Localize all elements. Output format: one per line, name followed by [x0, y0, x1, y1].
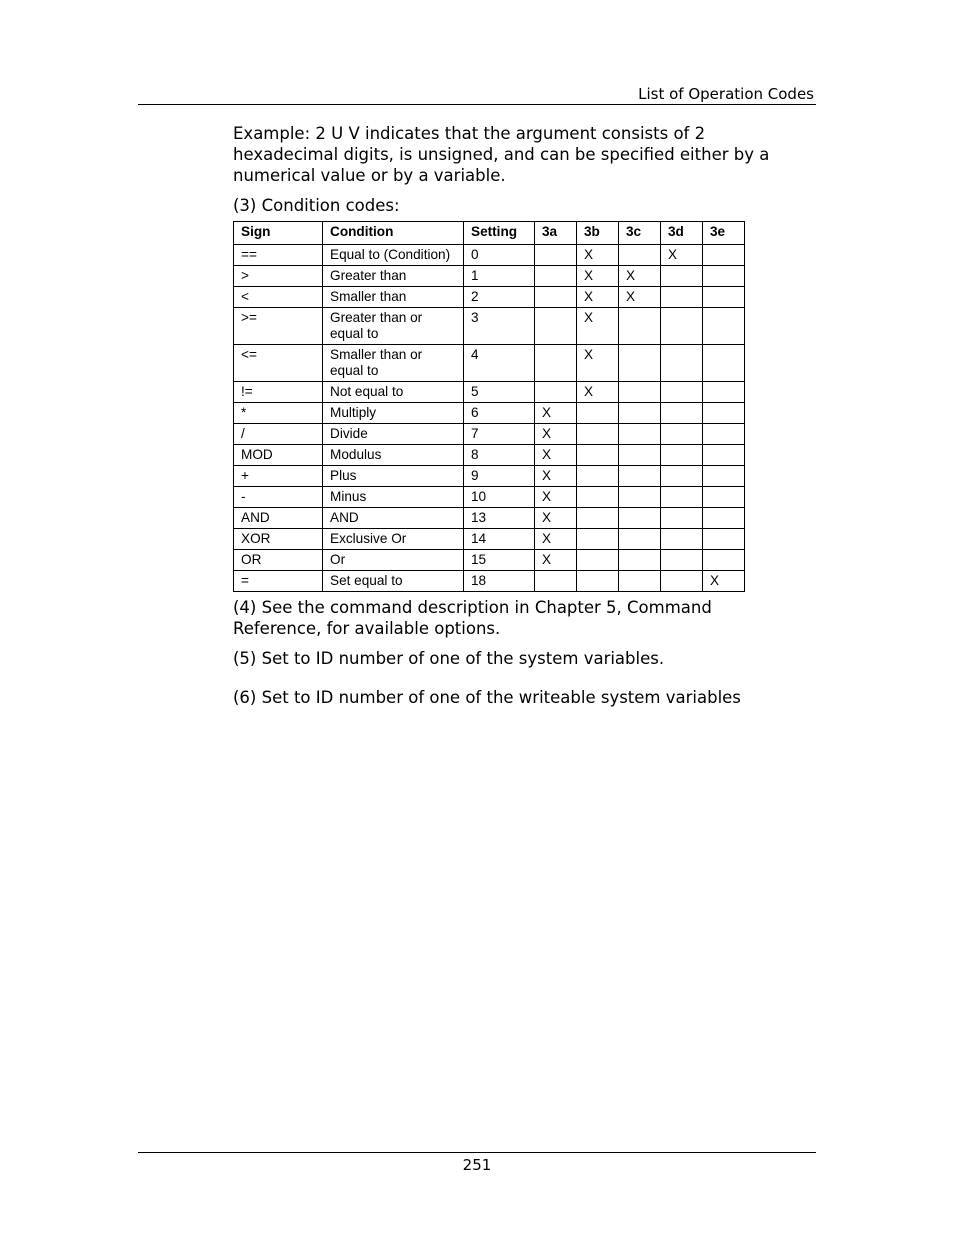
table-cell: Greater than or equal to	[323, 308, 464, 345]
table-cell	[619, 571, 661, 592]
table-row	[234, 529, 745, 550]
table-cell: Exclusive Or	[323, 529, 464, 550]
table-cell: 1	[464, 266, 535, 287]
running-header: List of Operation Codes	[638, 85, 814, 103]
table-cell: 7	[464, 424, 535, 445]
table-cell: /	[234, 424, 323, 445]
table-cell: X	[577, 245, 619, 266]
footer-divider	[138, 1152, 816, 1153]
header-divider	[138, 104, 816, 105]
table-cell: 18	[464, 571, 535, 592]
page-number: 251	[462, 1156, 492, 1174]
table-cell	[703, 245, 745, 266]
table-row	[234, 308, 745, 345]
table-cell: Multiply	[323, 403, 464, 424]
table-cell: AND	[234, 508, 323, 529]
table-cell	[661, 445, 703, 466]
table-cell: X	[703, 571, 745, 592]
table-cell	[703, 382, 745, 403]
table-cell	[577, 466, 619, 487]
table-cell: 6	[464, 403, 535, 424]
table-cell: X	[535, 445, 577, 466]
table-cell	[661, 403, 703, 424]
table-row	[234, 571, 745, 592]
table-cell: Or	[323, 550, 464, 571]
table-row	[234, 424, 745, 445]
table-cell	[703, 308, 745, 345]
table-cell: *	[234, 403, 323, 424]
table-cell	[619, 466, 661, 487]
table-cell: 5	[464, 382, 535, 403]
table-cell	[619, 382, 661, 403]
table-cell	[703, 466, 745, 487]
table-cell: MOD	[234, 445, 323, 466]
table-cell: X	[535, 550, 577, 571]
table-cell	[619, 529, 661, 550]
table-cell	[577, 445, 619, 466]
table-header-row	[234, 222, 745, 245]
table-cell: X	[661, 245, 703, 266]
table-cell: <=	[234, 345, 323, 382]
table-cell: Modulus	[323, 445, 464, 466]
table-cell: X	[535, 487, 577, 508]
table-cell: X	[619, 287, 661, 308]
table-cell: OR	[234, 550, 323, 571]
table-cell: -	[234, 487, 323, 508]
table-cell: 14	[464, 529, 535, 550]
column-header: 3d	[661, 222, 703, 245]
table-cell: 8	[464, 445, 535, 466]
table-cell: Divide	[323, 424, 464, 445]
table-cell	[703, 287, 745, 308]
table-cell: 4	[464, 345, 535, 382]
table-cell: <	[234, 287, 323, 308]
table-row	[234, 345, 745, 382]
table-cell: 3	[464, 308, 535, 345]
table-row	[234, 466, 745, 487]
table-cell	[703, 529, 745, 550]
table-cell: !=	[234, 382, 323, 403]
table-cell	[661, 466, 703, 487]
note-4-paragraph: (4) See the command description in Chapter 5, Command Reference, for available options.	[233, 598, 712, 638]
table-cell: Not equal to	[323, 382, 464, 403]
table-cell: 0	[464, 245, 535, 266]
table-row	[234, 550, 745, 571]
page-content	[233, 123, 793, 708]
table-cell: Set equal to	[323, 571, 464, 592]
table-cell: X	[577, 308, 619, 345]
column-header: Setting	[464, 222, 535, 245]
table-cell	[703, 266, 745, 287]
table-cell: 15	[464, 550, 535, 571]
table-cell	[661, 382, 703, 403]
table-row	[234, 487, 745, 508]
table-cell	[577, 550, 619, 571]
note-5-paragraph: (5) Set to ID number of one of the system variables.	[233, 649, 665, 668]
table-row	[234, 508, 745, 529]
table-cell: X	[577, 345, 619, 382]
column-header: 3e	[703, 222, 745, 245]
table-cell: 10	[464, 487, 535, 508]
table-cell: X	[619, 266, 661, 287]
table-cell: Equal to (Condition)	[323, 245, 464, 266]
table-cell	[577, 403, 619, 424]
table-cell	[535, 245, 577, 266]
table-cell: XOR	[234, 529, 323, 550]
table-cell	[703, 550, 745, 571]
example-paragraph: Example: 2 U V indicates that the argument consists of 2 hexadecimal digits, is unsigned, and can be specified either by a numerical value or by a variable.	[233, 124, 770, 185]
table-cell	[703, 487, 745, 508]
table-cell	[619, 245, 661, 266]
table-cell	[619, 508, 661, 529]
table-cell	[661, 308, 703, 345]
table-cell	[535, 308, 577, 345]
table-cell: Greater than	[323, 266, 464, 287]
table-cell	[619, 445, 661, 466]
condition-codes-table	[233, 221, 745, 592]
table-row	[234, 403, 745, 424]
table-row	[234, 287, 745, 308]
table-cell	[703, 424, 745, 445]
table-cell: >	[234, 266, 323, 287]
table-cell: X	[577, 382, 619, 403]
table-row	[234, 266, 745, 287]
table-row	[234, 445, 745, 466]
table-cell: =	[234, 571, 323, 592]
table-cell	[577, 529, 619, 550]
table-cell	[661, 345, 703, 382]
table-cell: >=	[234, 308, 323, 345]
table-cell: X	[535, 466, 577, 487]
table-cell	[619, 424, 661, 445]
table-cell: X	[535, 424, 577, 445]
condition-codes-heading: (3) Condition codes:	[233, 196, 400, 215]
table-cell: 9	[464, 466, 535, 487]
table-cell	[577, 487, 619, 508]
table-cell	[535, 266, 577, 287]
column-header: 3a	[535, 222, 577, 245]
table-cell	[619, 345, 661, 382]
table-cell: AND	[323, 508, 464, 529]
table-cell: Plus	[323, 466, 464, 487]
table-cell: +	[234, 466, 323, 487]
column-header: 3b	[577, 222, 619, 245]
table-cell	[661, 529, 703, 550]
table-cell: X	[535, 508, 577, 529]
table-row	[234, 382, 745, 403]
note-6-paragraph: (6) Set to ID number of one of the writeable system variables	[233, 688, 741, 707]
table-cell	[703, 403, 745, 424]
table-cell: X	[577, 266, 619, 287]
table-row	[234, 245, 745, 266]
table-cell	[577, 424, 619, 445]
table-cell	[661, 550, 703, 571]
table-cell: 2	[464, 287, 535, 308]
table-cell	[535, 571, 577, 592]
table-cell	[661, 508, 703, 529]
table-cell: X	[535, 403, 577, 424]
table-cell	[703, 445, 745, 466]
table-cell	[661, 424, 703, 445]
table-cell	[619, 308, 661, 345]
column-header: Condition	[323, 222, 464, 245]
table-cell	[703, 345, 745, 382]
table-cell	[535, 382, 577, 403]
table-cell	[577, 508, 619, 529]
table-cell	[535, 345, 577, 382]
column-header: 3c	[619, 222, 661, 245]
table-cell	[577, 571, 619, 592]
table-cell: X	[577, 287, 619, 308]
table-cell	[703, 508, 745, 529]
table-cell: Smaller than	[323, 287, 464, 308]
table-cell	[661, 287, 703, 308]
table-cell: 13	[464, 508, 535, 529]
table-cell	[661, 266, 703, 287]
table-cell	[661, 487, 703, 508]
table-cell	[661, 571, 703, 592]
table-cell: Smaller than or equal to	[323, 345, 464, 382]
table-cell	[619, 487, 661, 508]
table-cell	[619, 403, 661, 424]
column-header: Sign	[234, 222, 323, 245]
table-cell	[535, 287, 577, 308]
table-cell: Minus	[323, 487, 464, 508]
table-cell: X	[535, 529, 577, 550]
table-cell	[619, 550, 661, 571]
table-cell: ==	[234, 245, 323, 266]
